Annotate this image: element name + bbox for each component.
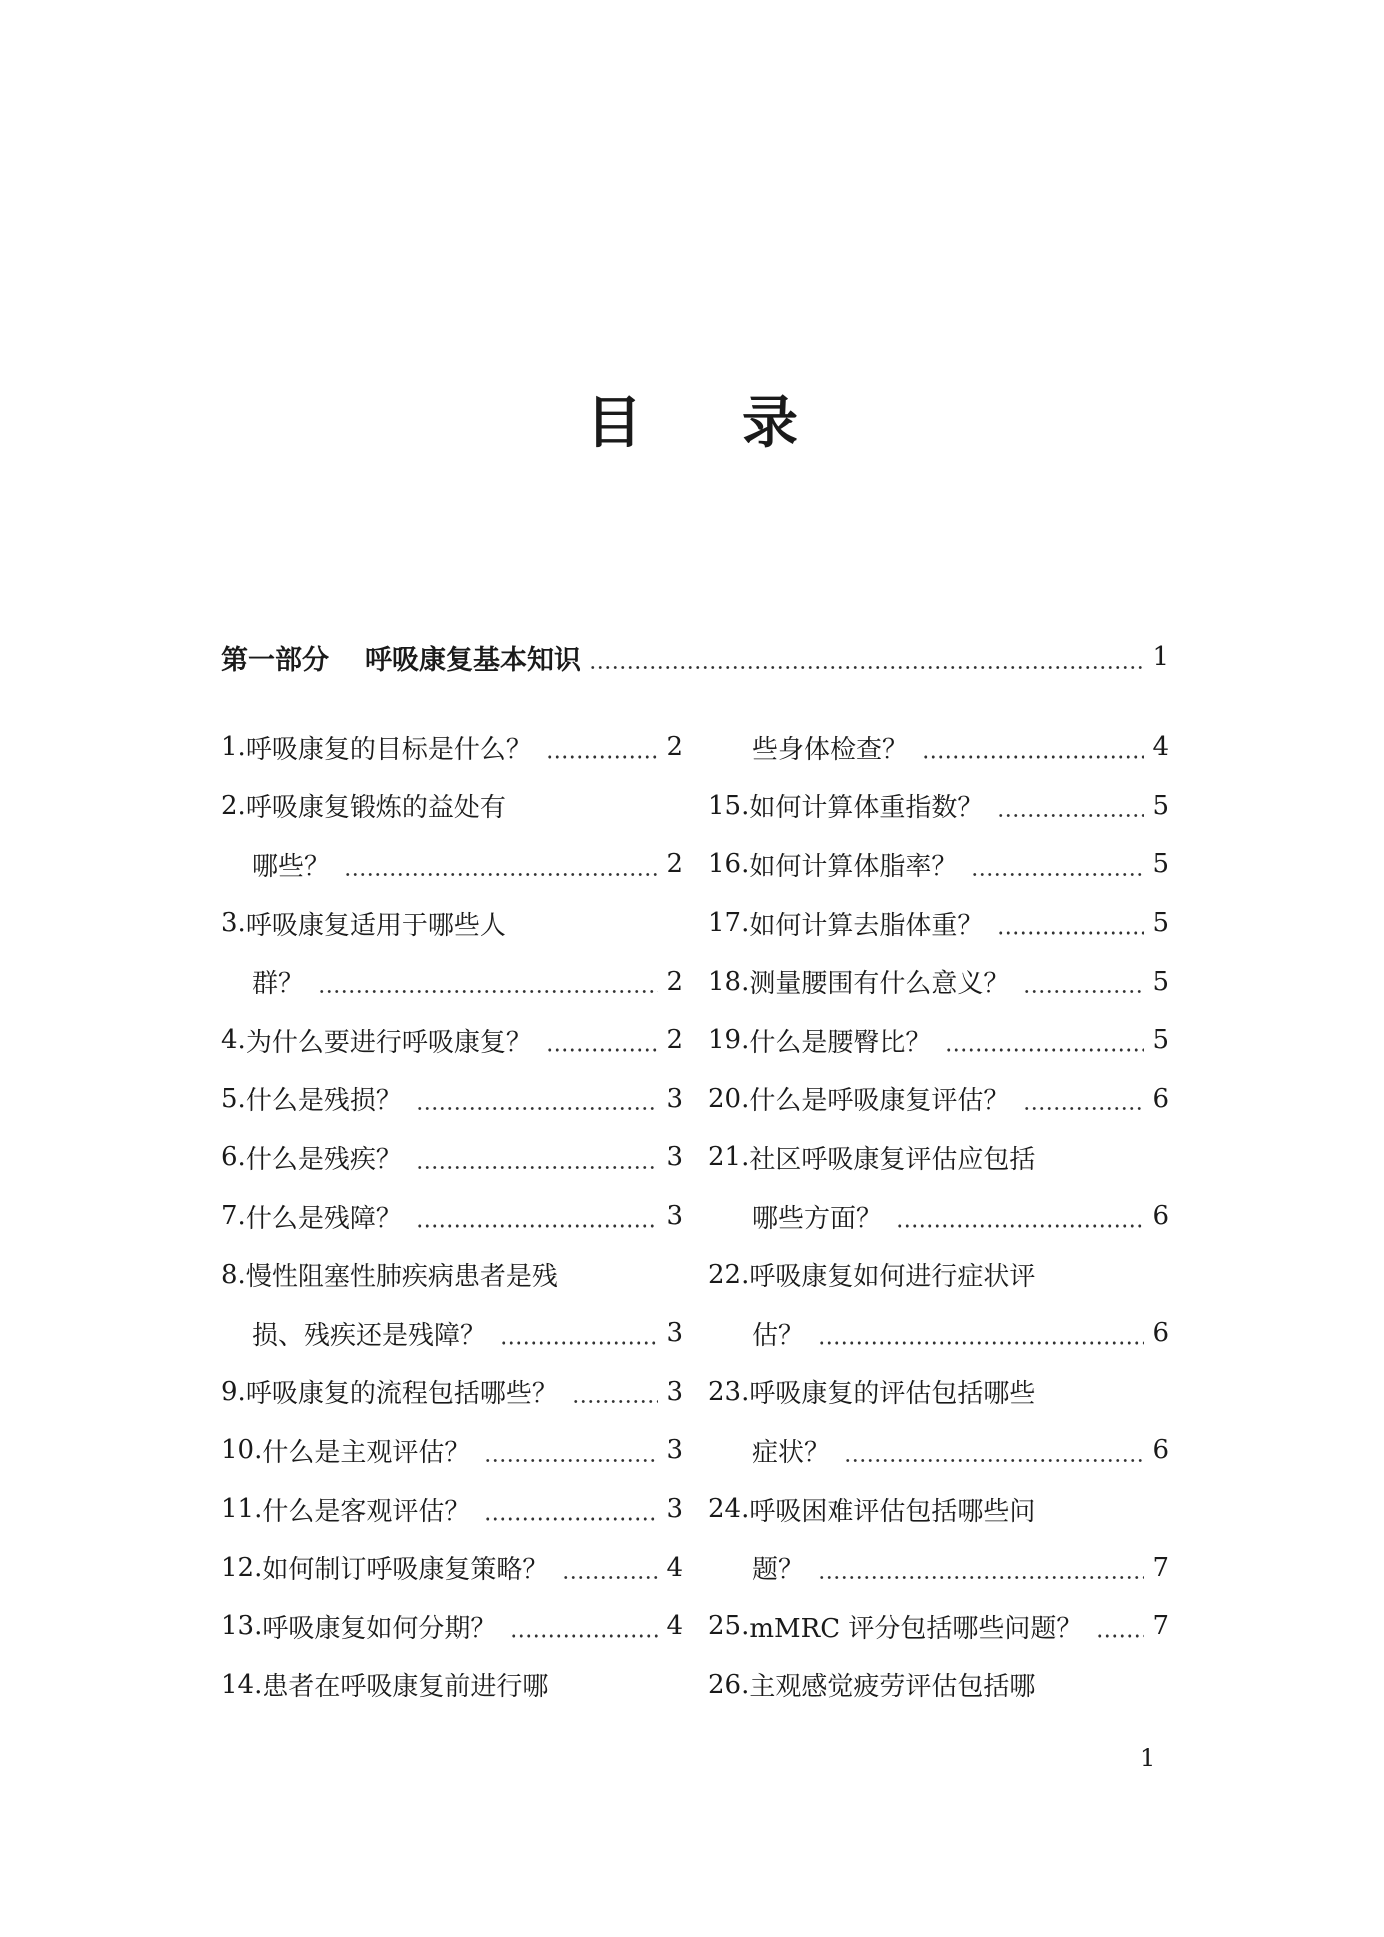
toc-entry-number: 20. (708, 1083, 750, 1114)
page-number-footer: 1 (1140, 1744, 1156, 1772)
toc-entry-page: 3 (666, 1083, 683, 1114)
toc-entry-text: 什么是腰臀比？ (749, 1027, 932, 1058)
toc-entry-text: 呼吸困难评估包括哪些问 (749, 1496, 1036, 1527)
toc-entry[interactable] (221, 1245, 683, 1304)
toc-entry-text: 题？ (752, 1555, 805, 1586)
toc-entry-text: 哪些？ (252, 851, 331, 882)
toc-entry-text: 慢性阻塞性肺疾病患者是残 (245, 1262, 558, 1293)
dot-leader (922, 730, 1144, 761)
toc-entry-number: 6. (221, 1142, 246, 1173)
toc-entry[interactable] (221, 777, 683, 836)
part-page-number: 1 (1152, 642, 1169, 672)
toc-entry-text: 呼吸康复适用于哪些人 (245, 910, 506, 941)
dot-leader (416, 1140, 659, 1171)
toc-entry-page: 2 (666, 1025, 683, 1056)
toc-entry[interactable] (221, 1480, 683, 1539)
toc-entry-text: 测量腰围有什么意义？ (749, 969, 1010, 1000)
toc-entry-number: 24. (708, 1494, 750, 1525)
toc-entry[interactable] (708, 1011, 1169, 1070)
toc-entry-page: 3 (666, 1494, 683, 1525)
toc-entry[interactable] (708, 1070, 1169, 1129)
toc-entry-number: 22. (708, 1259, 750, 1290)
toc-entry-text: 些身体检查？ (752, 734, 909, 765)
toc-entry-page: 4 (666, 1611, 683, 1642)
toc-entry[interactable] (708, 1597, 1169, 1656)
dot-leader (1023, 1081, 1144, 1112)
toc-entry[interactable] (708, 1480, 1169, 1539)
toc-entry[interactable] (708, 1187, 1169, 1246)
dot-leader (546, 1023, 659, 1054)
toc-entry[interactable] (221, 1597, 683, 1656)
toc-entry-number: 26. (708, 1669, 750, 1700)
toc-title-char-1: 目 (586, 391, 642, 456)
toc-entry-text: 症状？ (752, 1437, 831, 1468)
toc-entry-text: 什么是残疾？ (245, 1144, 402, 1175)
toc-entry-page: 3 (666, 1318, 683, 1349)
toc-entry-page: 4 (1152, 732, 1169, 763)
toc-entry-number: 21. (708, 1142, 750, 1173)
toc-entry-text: 呼吸康复的流程包括哪些？ (245, 1379, 558, 1410)
toc-entry-number: 23. (708, 1376, 750, 1407)
toc-entry-number: 18. (708, 966, 750, 997)
dot-leader (945, 1023, 1144, 1054)
toc-entry-page: 3 (666, 1142, 683, 1173)
toc-entry-text: 主观感觉疲劳评估包括哪 (749, 1672, 1036, 1703)
toc-right-column (708, 718, 1169, 1714)
toc-entry[interactable] (221, 1538, 683, 1597)
dot-leader (572, 1374, 659, 1405)
toc-entry-number: 16. (708, 849, 750, 880)
toc-entry-text: 哪些方面？ (752, 1203, 883, 1234)
toc-entry[interactable] (221, 894, 683, 953)
toc-entry[interactable] (221, 718, 683, 777)
toc-entry-text: 呼吸康复如何进行症状评 (749, 1262, 1036, 1293)
toc-entry[interactable] (708, 1421, 1169, 1480)
dot-leader (971, 847, 1144, 878)
toc-entry[interactable] (708, 1538, 1169, 1597)
toc-entry-number: 1. (221, 732, 246, 763)
toc-entry-page: 2 (666, 849, 683, 880)
toc-title (0, 388, 1384, 460)
toc-entry-text: 什么是客观评估？ (262, 1496, 471, 1527)
toc-entry-page: 3 (666, 1435, 683, 1466)
toc-entry-page: 5 (1152, 790, 1169, 821)
toc-entry-number: 11. (221, 1494, 263, 1525)
dot-leader (510, 1609, 658, 1640)
toc-entry[interactable] (221, 1070, 683, 1129)
toc-entry-number: 12. (221, 1552, 263, 1583)
toc-entry-number: 4. (221, 1025, 246, 1056)
toc-title-char-2: 录 (742, 391, 798, 456)
toc-entry-number: 17. (708, 908, 750, 939)
toc-entry[interactable] (221, 1304, 683, 1363)
toc-entry-number: 3. (221, 908, 246, 939)
dot-leader (484, 1433, 658, 1464)
toc-entry[interactable] (708, 952, 1169, 1011)
dot-leader (318, 964, 658, 995)
toc-entry-page: 5 (1152, 908, 1169, 939)
toc-entry-number: 5. (221, 1083, 246, 1114)
dot-leader (416, 1198, 659, 1229)
toc-entry-page: 6 (1152, 1318, 1169, 1349)
toc-entry[interactable] (708, 1304, 1169, 1363)
toc-entry-text: 呼吸康复的评估包括哪些 (749, 1379, 1036, 1410)
dot-leader (1023, 964, 1144, 995)
toc-entry-text: 如何制订呼吸康复策略？ (262, 1555, 549, 1586)
toc-entry-page: 6 (1152, 1435, 1169, 1466)
toc-entry-text: 如何计算体重指数？ (749, 793, 984, 824)
toc-entry-page: 5 (1152, 849, 1169, 880)
toc-entry[interactable] (221, 1187, 683, 1246)
toc-entry-number: 10. (221, 1435, 263, 1466)
toc-entry[interactable] (708, 835, 1169, 894)
toc-entry-page: 5 (1152, 1025, 1169, 1056)
dot-leader (997, 905, 1144, 936)
toc-entry-text: 呼吸康复锻炼的益处有 (245, 793, 506, 824)
toc-entry[interactable] (708, 1363, 1169, 1422)
dot-leader (1096, 1609, 1144, 1640)
toc-entry-number: 14. (221, 1669, 263, 1700)
toc-entry-number: 9. (221, 1376, 246, 1407)
dot-leader (818, 1550, 1144, 1581)
toc-entry-number: 2. (221, 790, 246, 821)
toc-entry[interactable] (221, 1128, 683, 1187)
toc-entry-page: 7 (1152, 1611, 1169, 1642)
toc-entry[interactable] (221, 1011, 683, 1070)
toc-entry-text: 群？ (252, 969, 305, 1000)
toc-entry-page: 3 (666, 1376, 683, 1407)
dot-leader (562, 1550, 658, 1581)
toc-entry-text: 什么是主观评估？ (262, 1437, 471, 1468)
dot-leader (344, 847, 658, 878)
toc-entry-text: 如何计算去脂体重？ (749, 910, 984, 941)
toc-entry-page: 6 (1152, 1201, 1169, 1232)
toc-left-column (221, 718, 683, 1714)
toc-entry-text: 损、残疾还是残障？ (252, 1320, 487, 1351)
toc-entry[interactable] (708, 777, 1169, 836)
toc-entry-number: 7. (221, 1201, 246, 1232)
toc-entry-page: 2 (666, 732, 683, 763)
toc-entry-number: 19. (708, 1025, 750, 1056)
toc-entry-number: 15. (708, 790, 750, 821)
part-heading[interactable] (221, 635, 1169, 679)
toc-entry-page: 3 (666, 1201, 683, 1232)
toc-entry[interactable] (708, 1128, 1169, 1187)
toc-entry[interactable] (221, 1363, 683, 1422)
toc-entry-text: 什么是残障？ (245, 1203, 402, 1234)
toc-entry-page: 4 (666, 1552, 683, 1583)
toc-entry-text: 为什么要进行呼吸康复？ (245, 1027, 532, 1058)
toc-entry-text: 什么是残损？ (245, 1086, 402, 1117)
toc-entry[interactable] (221, 1656, 683, 1715)
toc-entry-number: 13. (221, 1611, 263, 1642)
toc-entry-text: 如何计算体脂率？ (749, 851, 958, 882)
toc-entry[interactable] (221, 952, 683, 1011)
toc-entry[interactable] (708, 1245, 1169, 1304)
toc-entry-number: 8. (221, 1259, 246, 1290)
toc-entry[interactable] (708, 894, 1169, 953)
toc-entry-text: 什么是呼吸康复评估？ (749, 1086, 1010, 1117)
toc-entry[interactable] (221, 835, 683, 894)
dot-leader (844, 1433, 1144, 1464)
toc-entry-page: 6 (1152, 1083, 1169, 1114)
dot-leader (546, 730, 659, 761)
toc-entry-text: 患者在呼吸康复前进行哪 (262, 1672, 549, 1703)
toc-entry[interactable] (221, 1421, 683, 1480)
toc-entry-number: 25. (708, 1611, 750, 1642)
toc-entry-text: 估？ (752, 1320, 805, 1351)
dot-leader (589, 639, 1144, 671)
toc-entry-page: 7 (1152, 1552, 1169, 1583)
part-label: 第一部分 (221, 644, 329, 676)
toc-entry-page: 2 (666, 966, 683, 997)
toc-entry[interactable] (708, 718, 1169, 777)
dot-leader (416, 1081, 659, 1112)
toc-entry-text: 呼吸康复如何分期？ (262, 1613, 497, 1644)
part-name: 呼吸康复基本知识 (365, 644, 581, 676)
toc-entry-text: 呼吸康复的目标是什么？ (245, 734, 532, 765)
toc-entry[interactable] (708, 1656, 1169, 1715)
dot-leader (484, 1491, 658, 1522)
dot-leader (818, 1316, 1144, 1347)
dot-leader (896, 1198, 1144, 1229)
dot-leader (500, 1316, 658, 1347)
toc-entry-text: mMRC 评分包括哪些问题？ (749, 1613, 1083, 1644)
toc-entry-text: 社区呼吸康复评估应包括 (749, 1144, 1036, 1175)
toc-entry-page: 5 (1152, 966, 1169, 997)
dot-leader (997, 788, 1144, 819)
